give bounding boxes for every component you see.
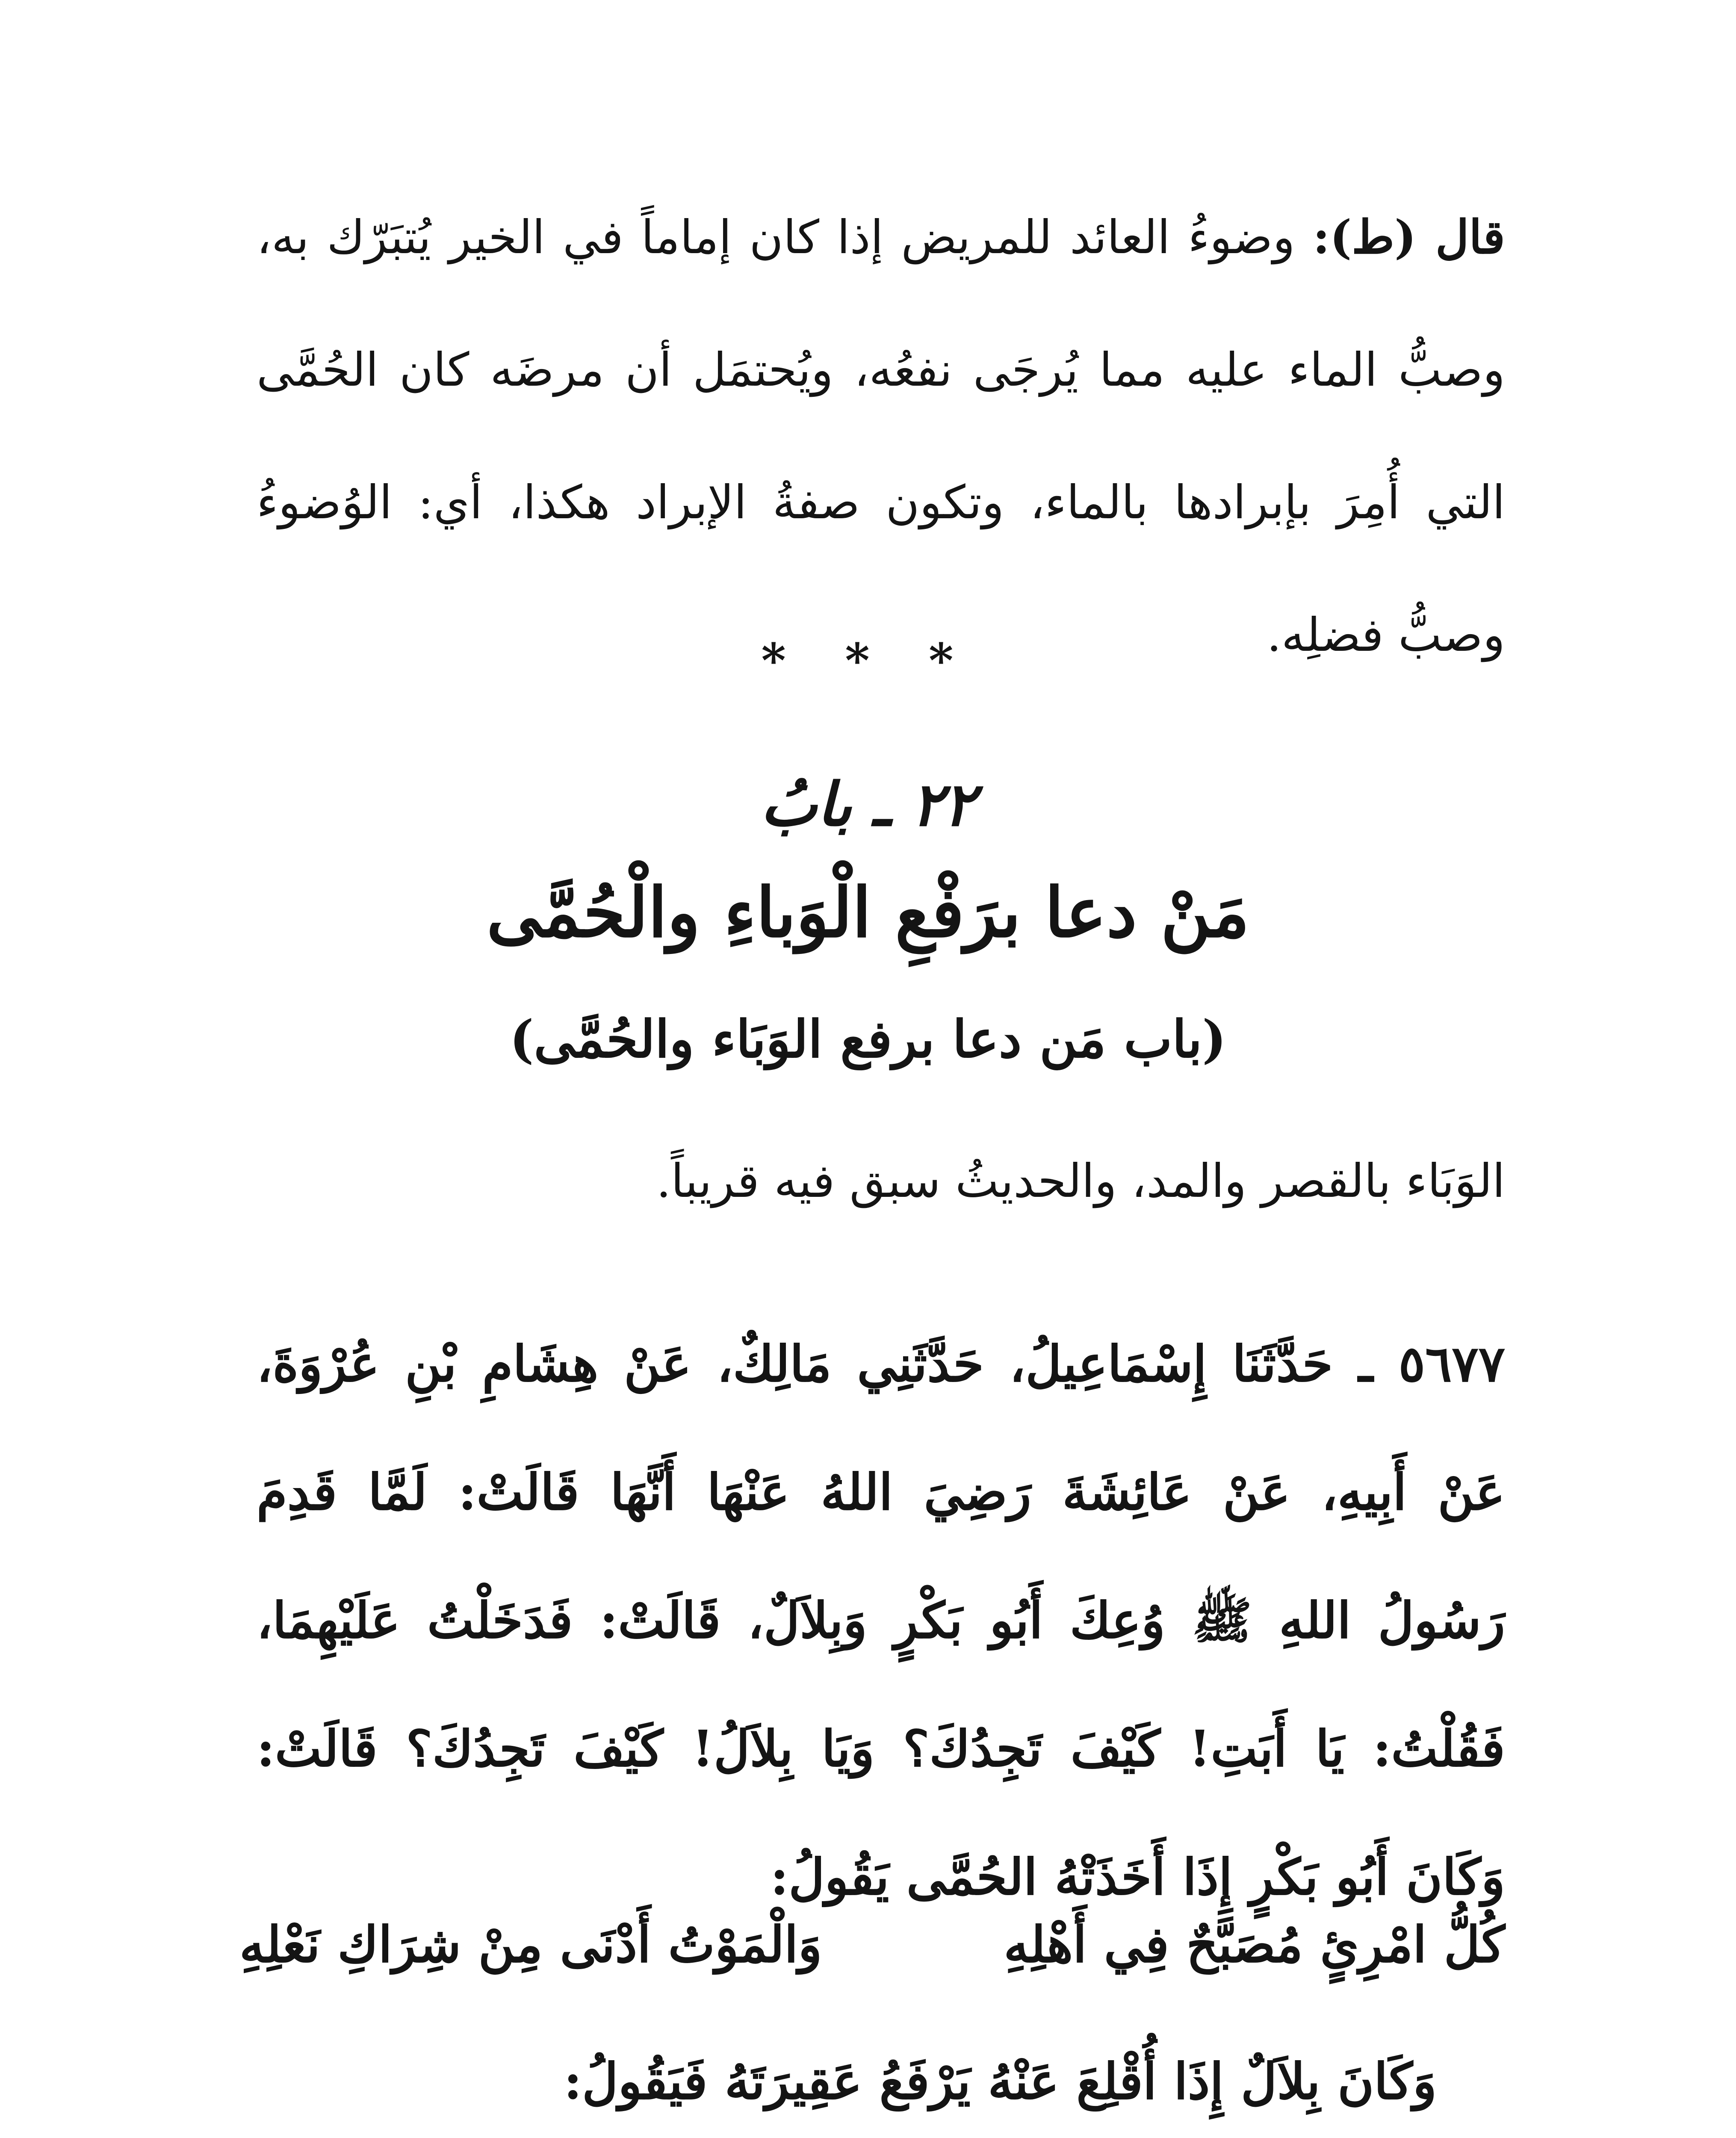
hadith-paragraph: ٥٦٧٧ ـ حَدَّثَنَا إِسْمَاعِيلُ، حَدَّثَنِي مَالِكٌ، عَنْ هِشَامِ بْنِ عُرْوَةَ، عَنْ أَبِيهِ، عَنْ عَائِشَةَ رَضِيَ اللهُ عَنْهَا أَنَّهَا قَالَتْ: لَمَّا قَدِمَ رَسُولُ اللهِ ﷺ وُعِكَ أَبُو بَكْرٍ وَبِلاَلٌ، قَالَتْ: فَدَخَلْتُ عَلَيْهِمَا، فَقُلْتُ: يَا أَبَتِ! كَيْفَ تَجِدُكَ؟ وَيَا بِلاَلُ! كَيْفَ تَجِدُكَ؟ قَالَتْ: وَكَانَ أَبُو بَكْرٍ إِذَا أَخَذَتْهُ الحُمَّى يَقُولُ:: [257, 1335, 1506, 1906]
section-separator: * * *: [761, 633, 975, 688]
commentary-label: قال (ط):: [1313, 210, 1506, 264]
chapter-subtitle: (باب مَن دعا برفع الوَبَاء والحُمَّى): [509, 1009, 1227, 1069]
commentary-text: وضوءُ العائد للمريض إذا كان إماماً في الخير يُتبَرّك به، وصبُّ الماء عليه مما يُرجَى نفعُه، ويُحتمَل أن مرضَه كان الحُمَّى التي أُمِرَ بإبرادها بالماء، وتكون صفةُ الإبراد هكذا، أي: الوُضوءُ وصبُّ فضلِه.: [257, 211, 1505, 662]
chapter-number: ٢٢ ـ بابُ: [760, 770, 976, 840]
verse-line-1: [239, 1916, 1505, 2001]
chapter-title: مَنْ دعا برَفْعِ الْوَباءِ والْحُمَّى: [486, 872, 1250, 953]
verse-1-second-hemistich: وَالْمَوْتُ أَدْنَى مِنْ شِرَاكِ نَعْلِهِ: [239, 1916, 822, 1974]
note-paragraph: الوَبَاء بالقصر والمد، والحديثُ سبق فيه قريباً.: [656, 1155, 1505, 1208]
verse-1-first-hemistich: كُلُّ امْرِئٍ مُصَبَّحٌ فِي أَهْلِهِ: [1004, 1916, 1505, 1974]
bridge-text: وَكَانَ بِلاَلٌ إِذَا أُقْلِعَ عَنْهُ يَرْفَعُ عَقِيرَتَهُ فَيَقُولُ:: [564, 2052, 1437, 2111]
commentary-paragraph: [257, 171, 1505, 702]
